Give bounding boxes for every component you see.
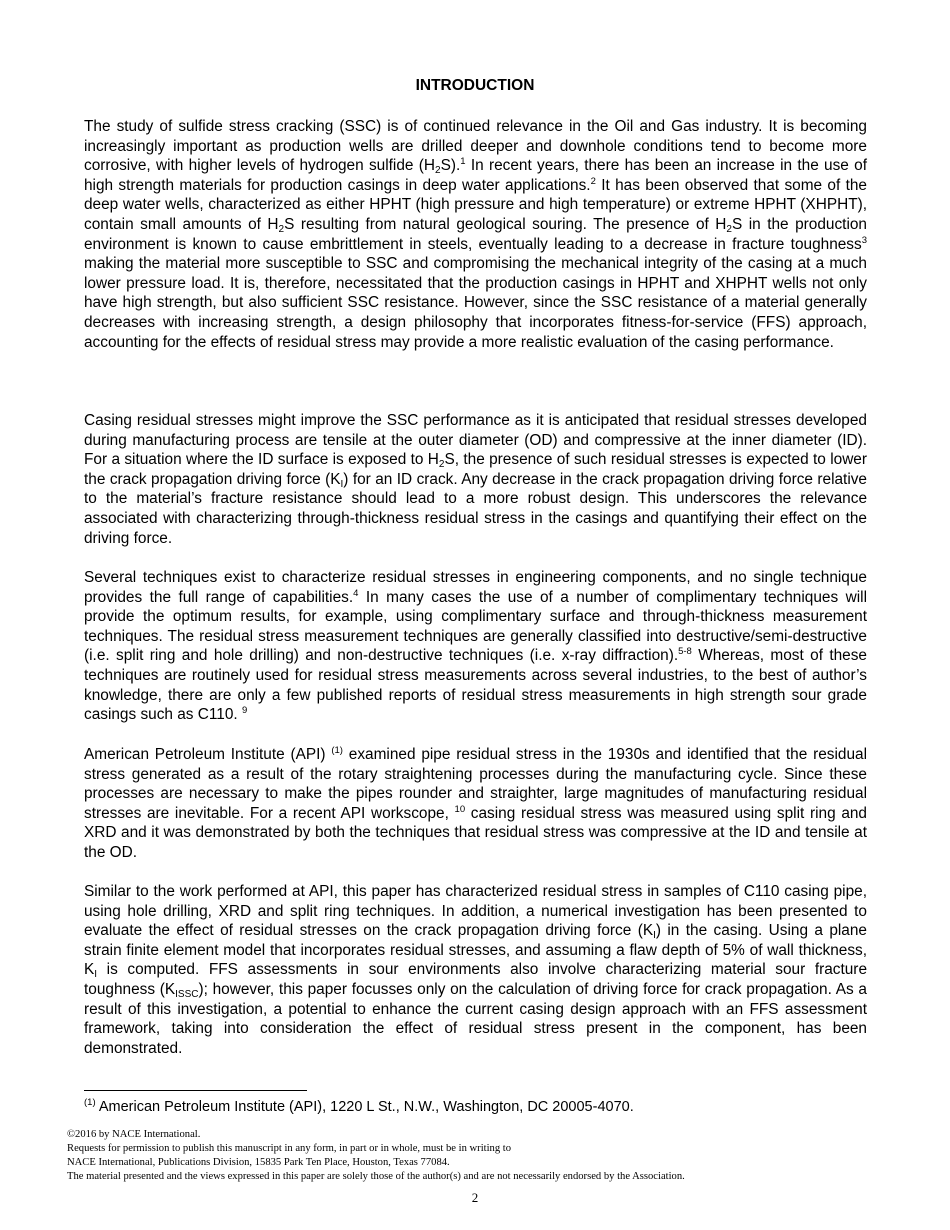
reference-superscript: 4 bbox=[353, 587, 359, 599]
text-run: Similar to the work performed at API, this paper has characterized residual stress in samples of C110 casing pipe, using hole drilling, XRD and split ring techniques. In addition, a numerical investigation has been presented to evaluate the effect of residual stresses on the crack propagation driving force (K bbox=[84, 883, 867, 940]
paragraph-2 bbox=[84, 411, 867, 548]
text-run: Several techniques exist to characterize residual stresses in engineering components, and no single technique provides the full range of capabilities. bbox=[84, 569, 867, 606]
text-run: ); however, this paper focusses only on the calculation of driving force for crack propagation. As a result of this investigation, a potential to enhance the current casing design approach with an FFS assessment framework, taking into consideration the effect of residual stress present in the component, has been demonstrated. bbox=[84, 980, 867, 1057]
text-run: examined pipe residual stress in the 1930s and identified that the residual stress generated as a result of the rotary straightening processes during the manufacturing cycle. Since these processes are necessary to make the pipes rounder and straighter, large magnitudes of manufacturing residual stresses are inevitable. For a recent API workscope, bbox=[84, 746, 867, 822]
text-run: The study of sulfide stress cracking (SSC) is of continued relevance in the Oil and Gas industry. It is becoming increasingly important as production wells are drilled deeper and downhole conditions tend to become more corrosive, with higher levels of hydrogen sulfide (H bbox=[84, 118, 867, 175]
reference-superscript: 9 bbox=[241, 705, 248, 717]
text-run: Casing residual stresses might improve the SSC performance as it is anticipated that residual stresses developed during manufacturing process are tensile at the outer diameter (OD) and compressive at the inner diameter (ID). For a situation where the ID surface is exposed to H bbox=[84, 412, 867, 469]
subscript: I bbox=[94, 969, 98, 981]
text-run: In recent years, there has been an increase in the use of high strength materials for production casings in deep water applications. bbox=[84, 157, 867, 194]
reference-superscript: 10 bbox=[454, 803, 466, 815]
paragraph-5 bbox=[84, 882, 867, 1058]
text-run: S resulting from natural geological souring. The presence of H bbox=[284, 215, 727, 233]
reference-superscript: 3 bbox=[861, 234, 867, 246]
text-run: casing residual stress was measured using split ring and XRD and it was demonstrated by both the techniques that residual stress was compressive at the ID and tensile at the OD. bbox=[84, 804, 867, 861]
reference-superscript: 5-8 bbox=[678, 646, 692, 658]
subscript: I bbox=[340, 478, 344, 490]
footnote bbox=[84, 1099, 867, 1115]
subscript: 2 bbox=[278, 223, 285, 235]
footnote-divider bbox=[84, 1090, 307, 1091]
section-heading: INTRODUCTION bbox=[415, 77, 535, 94]
text-run: is computed. FFS assessments in sour environments also involve characterizing material sour fracture toughness (K bbox=[84, 961, 867, 998]
text-run: ) in the casing. Using a plane strain finite element model that incorporates residual stresses, and assuming a flaw depth of 5% of wall thickness, K bbox=[84, 922, 867, 979]
paragraph-4 bbox=[84, 745, 867, 863]
text-run: Whereas, most of these techniques are routinely used for residual stress measurements across several industries, to the best of author’s knowledge, there are only a few published reports of residual stress measurements in high strength sour grade casings such as C110. bbox=[84, 647, 867, 724]
text-run: In many cases the use of a number of complimentary techniques will provide the optimum results, for example, using complimentary surface and through-thickness measurement techniques. The residual stress measurement techniques are generally classified into destructive/semi-destructive (i.e. split ring and hole drilling) and non-destructive techniques (i.e. x-ray diffraction). bbox=[84, 588, 867, 665]
page-number: 2 bbox=[471, 1190, 479, 1205]
subscript: 2 bbox=[435, 165, 441, 177]
copyright-line: Requests for permission to publish this manuscript in any form, in part or in whole, must be in writing to bbox=[67, 1143, 512, 1154]
text-run: making the material more susceptible to SSC and compromising the mechanical integrity of the casing at a much lower pressure load. It is, therefore, necessitated that the production casings in HPHT and XHPHT wells not only have high strength, but also sufficient SSC resistance. However, since the SSC resistance of a material generally decreases with increasing strength, a design philosophy that incorporates fitness-for-service (FFS) approach, accounting for the effects of residual stress may provide a more realistic evaluation of the casing performance. bbox=[84, 255, 867, 351]
footnote-text: American Petroleum Institute (API), 1220 L St., N.W., Washington, DC 20005-4070. bbox=[95, 1099, 634, 1115]
text-run: S). bbox=[440, 157, 461, 175]
footnote-marker: (1) bbox=[331, 745, 343, 756]
subscript: I bbox=[653, 930, 656, 942]
subscript: 2 bbox=[438, 459, 445, 471]
copyright-line: ©2016 by NACE International. bbox=[67, 1129, 201, 1140]
reference-superscript: 2 bbox=[590, 175, 596, 187]
reference-superscript: 1 bbox=[460, 156, 466, 168]
text-run: It has been observed that some of the deep water wells, characterized as either HPHT (high pressure and high temperature) or extreme HPHT (XHPHT), contain small amounts of H bbox=[84, 176, 867, 233]
copyright-line: NACE International, Publications Division, 15835 Park Ten Place, Houston, Texas 77084. bbox=[67, 1157, 450, 1168]
text-run: ) for an ID crack. Any decrease in the crack propagation driving force relative to the material’s fracture resistance should lead to a more robust design. This underscores the relevance associated with characterizing through-thickness residual stress in the casings and quantifying their effect on the driving force. bbox=[84, 470, 867, 547]
paragraph-1 bbox=[84, 117, 867, 352]
text-run: American Petroleum Institute (API) bbox=[84, 746, 332, 763]
text-run: S in the production environment is known to cause embrittlement in steels, eventually leading to a decrease in fracture toughness bbox=[84, 215, 867, 253]
subscript: ISSC bbox=[175, 988, 199, 1000]
footnote-marker: (1) bbox=[84, 1097, 96, 1108]
copyright-line: The material presented and the views expressed in this paper are solely those of the author(s) and are not necessarily endorsed by the Association. bbox=[67, 1171, 685, 1182]
subscript: 2 bbox=[726, 223, 732, 235]
paragraph-3 bbox=[84, 568, 867, 725]
copyright-block bbox=[67, 1128, 887, 1184]
text-run: S, the presence of such residual stresses is expected to lower the crack propagation driving force (K bbox=[84, 451, 867, 488]
